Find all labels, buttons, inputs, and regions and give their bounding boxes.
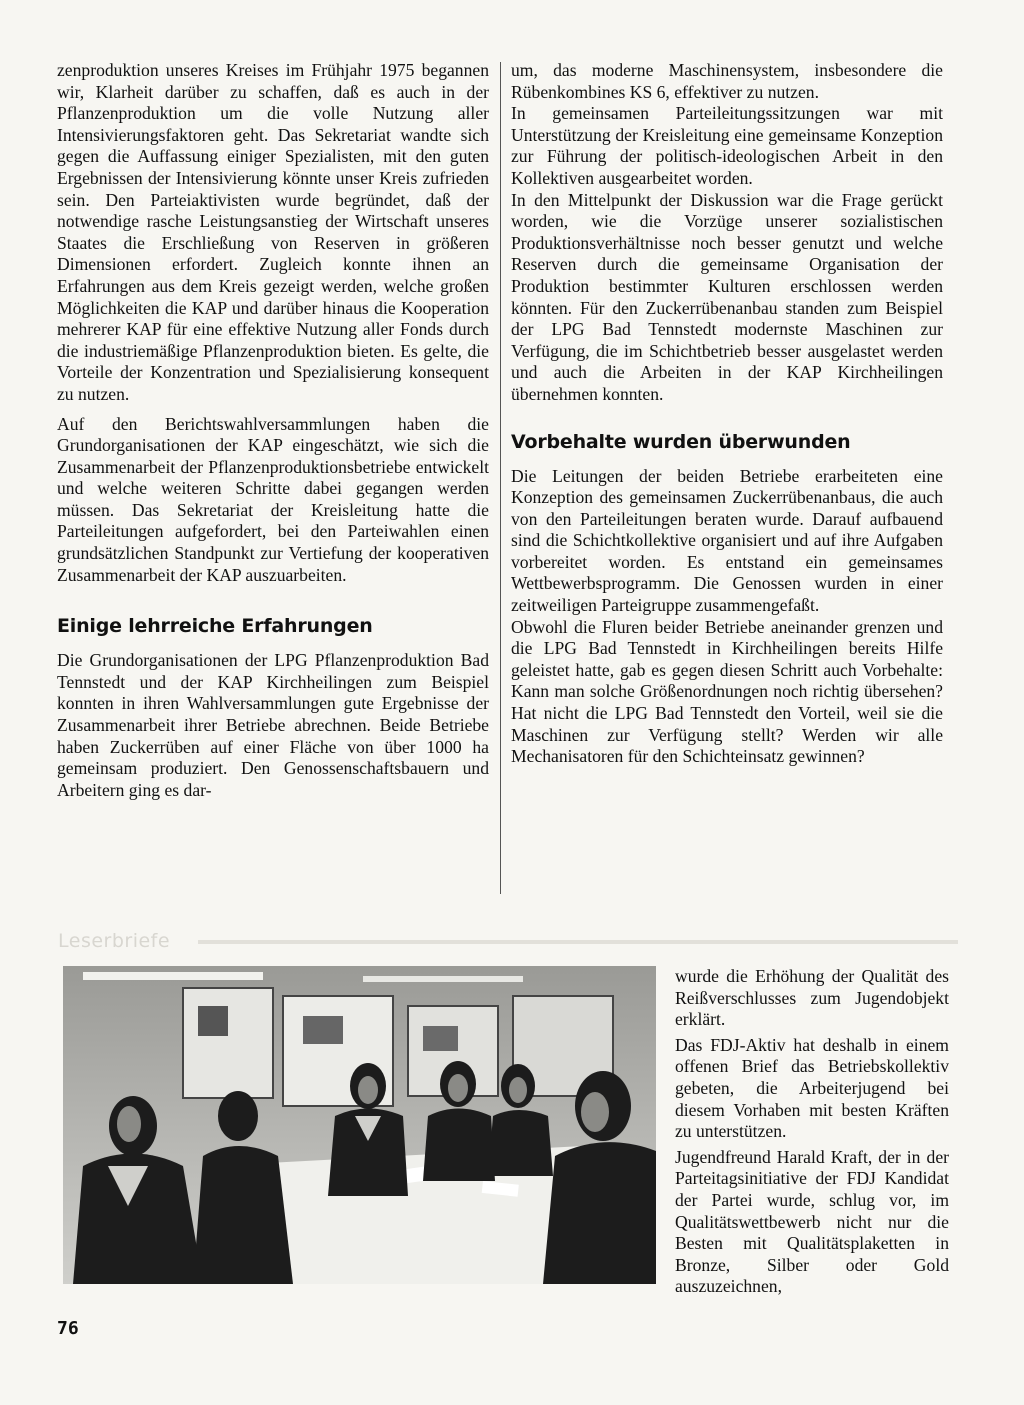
- meeting-photo-scene: [63, 966, 656, 1284]
- watermark-text: Leserbriefe: [58, 930, 171, 952]
- paragraph: Obwohl die Fluren beider Betriebe aneinander grenzen und die LPG Bad Tennstedt in Kirchheilingen bereits Hilfe geleistet hatte, gab es gegen diesen Schritt auch Vorbehalte: Kann man solche Größenordnungen noch richtig übersehen? Hat nicht die LPG Bad Tennstedt den Vorteil, weil sie die Maschinen zur Verfügung stellt? Werden wir alle Mechanisatoren für den Schichteinsatz gewinnen?: [511, 616, 943, 767]
- paragraph: Die Leitungen der beiden Betriebe erarbeiteten eine Konzeption des gemeinsamen Zuckerrübenanbaus, die auch von den Parteileitungen beraten wurde. Darauf aufbauend sind die Schichtkollektive organisiert und auf ihre Aufgaben vorbereitet worden. Es entstand ein gemeinsames Wettbewerbsprogramm. Die Genossen wurden in einer zeitweiligen Parteigruppe zusammengefaßt.: [511, 465, 943, 616]
- paragraph: um, das moderne Maschinensystem, insbesondere die Rübenkombines KS 6, effektiver zu nutzen.: [511, 60, 943, 102]
- paragraph: zenproduktion unseres Kreises im Frühjahr 1975 begannen wir, Klarheit darüber zu schaffen, daß es auch in der Pflanzenproduktion um die volle Nutzung aller Intensivierungsfaktoren geht. Das Sekretariat wandte sich gegen die Auffassung einiger Spezialisten, mit den guten Ergebnissen der Intensivierung könnte unser Kreis zufrieden sein. Den Parteiaktivisten wurde begründet, daß der notwendige rasche Leistungsanstieg der Wirtschaft unseres Staates die Erschließung von Reserven in größeren Dimensionen erfordert. Zugleich konnte ihnen an Erfahrungen aus dem Kreis gezeigt werden, welche großen Möglichkeiten die KAP und darüber hinaus die Kooperation mehrerer KAP für eine effektive Nutzung aller Fonds durch die industriemäßige Pflanzenproduktion bieten. Es gelte, die Vorteile der Konzentration und Spezialisierung konsequent zu nutzen.: [57, 60, 489, 404]
- watermark-rule: [198, 940, 958, 944]
- paragraph: Das FDJ-Aktiv hat deshalb in einem offenen Brief das Betriebskollektiv gebeten, die Arbeiterjugend bei diesem Vorhaben mit besten Kräften zu unterstützen.: [675, 1034, 949, 1142]
- left-column: [57, 60, 489, 801]
- page-number: 76: [57, 1318, 79, 1339]
- meeting-photo: [63, 966, 656, 1284]
- side-column: [675, 966, 949, 1298]
- paragraph: Jugendfreund Harald Kraft, der in der Parteitagsinitiative der FDJ Kandidat der Partei wurde, schlug vor, im Qualitätswettbewerb nicht nur die Besten mit Qualitätsplaketten in Bronze, Silber oder Gold auszuzeichnen,: [675, 1146, 949, 1297]
- section-heading: Vorbehalte wurden überwunden: [511, 430, 851, 453]
- paragraph: wurde die Erhöhung der Qualität des Reißverschlusses zum Jugendobjekt erklärt.: [675, 966, 949, 1030]
- right-column: [511, 60, 943, 768]
- paragraph: Die Grundorganisationen der LPG Pflanzenproduktion Bad Tennstedt und der KAP Kirchheilingen zum Beispiel konnten in ihren Wahlversammlungen gute Ergebnisse der Zusammenarbeit ihrer Betriebe abrechnen. Beide Betriebe haben Zuckerrüben auf einer Fläche von über 1000 ha gemeinsam produziert. Den Genossenschaftsbauern und Arbeitern ging es dar-: [57, 650, 489, 800]
- paragraph: In den Mittelpunkt der Diskussion war die Frage gerückt worden, wie die Vorzüge unserer sozialistischen Produktionsverhältnisse noch besser genutzt und welche Reserven durch die gemeinsame Organisation der Produktion bestimmter Kulturen erschlossen werden könnten. Für den Zuckerrübenanbau standen zum Beispiel der LPG Bad Tennstedt modernste Maschinen zur Verfügung, die im Schichtbetrieb besser ausgelastet werden und auch die Arbeiten in der KAP Kirchheilingen übernehmen konnten.: [511, 189, 943, 404]
- paragraph: Auf den Berichtswahlversammlungen haben die Grundorganisationen der KAP eingeschätzt, wie sich die Zusammenarbeit der Pflanzenproduktionsbetriebe entwickelt und welche weiteren Schritte dabei gegangen werden müssen. Das Sekretariat der Kreisleitung hatte die Parteileitungen aufgefordert, bei den Parteiwahlen einen grundsätzlichen Standpunkt zur Vertiefung der kooperativen Zusammenarbeit der KAP auszuarbeiten.: [57, 413, 489, 585]
- column-divider: [500, 62, 501, 894]
- section-watermark: [58, 930, 958, 952]
- paragraph: In gemeinsamen Parteileitungssitzungen war mit Unterstützung der Kreisleitung eine gemeinsame Konzeption zur Führung der politisch-ideologischen Arbeit in den Kollektiven ausgearbeitet worden.: [511, 103, 943, 188]
- section-heading: Einige lehrreiche Erfahrungen: [57, 615, 373, 638]
